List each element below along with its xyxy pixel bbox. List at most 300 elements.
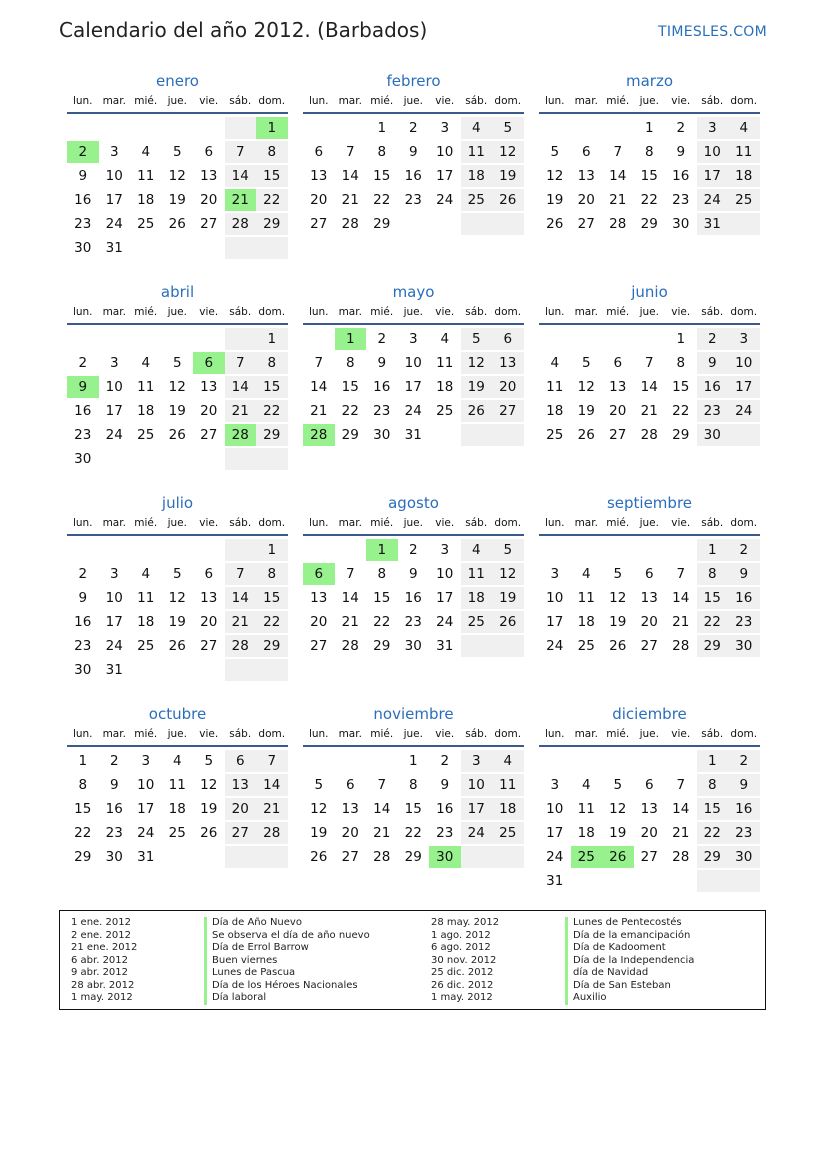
day-cell: 8 xyxy=(377,566,387,582)
month-abril xyxy=(67,283,288,471)
weekday-label: dom. xyxy=(730,95,758,107)
empty-cell xyxy=(492,213,524,235)
legend-entry: 28 abr. 2012 xyxy=(71,979,135,991)
day-cell: 27 xyxy=(200,216,218,232)
day-cell: 6 xyxy=(345,777,355,793)
weekday-label: dom. xyxy=(730,728,758,740)
day-cell: 19 xyxy=(461,376,493,398)
weekday-label: mar. xyxy=(574,306,598,318)
day-cell: 27 xyxy=(640,638,658,654)
day-cell: 4 xyxy=(550,355,560,371)
day-cell: 2 xyxy=(67,141,99,163)
day-cell: 25 xyxy=(137,216,155,232)
day-cell: 9 xyxy=(728,563,760,585)
day-cell: 14 xyxy=(341,168,359,184)
weekday-label: lun. xyxy=(544,306,565,318)
weekday-label: mar. xyxy=(574,517,598,529)
empty-cell xyxy=(162,237,194,259)
weekday-label: mar. xyxy=(574,95,598,107)
day-cell: 21 xyxy=(225,189,257,211)
day-cell: 21 xyxy=(672,825,690,841)
empty-cell xyxy=(303,750,335,772)
weekday-label: dom. xyxy=(494,95,522,107)
day-cell: 15 xyxy=(697,798,729,820)
weekday-label: vie. xyxy=(435,517,455,529)
day-cell: 3 xyxy=(697,117,729,139)
day-cell: 27 xyxy=(609,427,627,443)
empty-cell xyxy=(193,846,225,868)
weekday-label: sáb. xyxy=(701,517,724,529)
day-cell: 8 xyxy=(676,355,686,371)
day-cell: 15 xyxy=(373,168,391,184)
day-cell: 18 xyxy=(168,801,186,817)
day-cell: 10 xyxy=(461,774,493,796)
day-cell: 7 xyxy=(676,566,686,582)
day-cell: 8 xyxy=(697,563,729,585)
day-cell: 5 xyxy=(461,328,493,350)
day-cell: 5 xyxy=(204,753,214,769)
day-cell: 7 xyxy=(225,563,257,585)
day-cell: 3 xyxy=(461,750,493,772)
weekday-label: mar. xyxy=(338,728,362,740)
day-cell: 9 xyxy=(408,566,418,582)
day-cell: 27 xyxy=(225,822,257,844)
day-cell: 25 xyxy=(492,822,524,844)
day-cell: 2 xyxy=(697,328,729,350)
day-cell: 22 xyxy=(256,611,288,633)
day-cell: 19 xyxy=(492,587,524,609)
day-cell: 3 xyxy=(440,120,450,136)
legend-entry: Día de los Héroes Nacionales xyxy=(204,980,370,993)
day-cell: 13 xyxy=(310,168,328,184)
day-cell: 27 xyxy=(640,849,658,865)
day-grid xyxy=(303,538,524,658)
day-cell: 17 xyxy=(697,165,729,187)
empty-cell xyxy=(429,213,461,235)
month-name: octubre xyxy=(148,705,207,723)
day-cell: 24 xyxy=(105,638,123,654)
day-cell: 26 xyxy=(200,825,218,841)
day-cell: 23 xyxy=(373,403,391,419)
empty-cell xyxy=(571,870,603,892)
legend-entry: Lunes de Pascua xyxy=(204,967,370,980)
day-cell: 4 xyxy=(141,355,151,371)
day-cell: 8 xyxy=(256,141,288,163)
weekday-label: sáb. xyxy=(701,728,724,740)
day-cell: 19 xyxy=(546,192,564,208)
day-cell: 2 xyxy=(408,542,418,558)
empty-cell xyxy=(193,237,225,259)
day-cell: 31 xyxy=(436,638,454,654)
day-cell: 12 xyxy=(609,590,627,606)
day-cell: 25 xyxy=(546,427,564,443)
day-cell: 6 xyxy=(613,355,623,371)
day-cell: 22 xyxy=(404,825,422,841)
day-cell: 26 xyxy=(492,611,524,633)
legend-entry: Día de San Esteban xyxy=(565,980,694,993)
day-cell: 26 xyxy=(168,427,186,443)
day-cell: 29 xyxy=(404,849,422,865)
day-cell: 28 xyxy=(225,213,257,235)
day-cell: 9 xyxy=(78,168,88,184)
empty-cell xyxy=(539,539,571,561)
empty-cell xyxy=(303,539,335,561)
weekday-label: lun. xyxy=(72,306,93,318)
day-cell: 16 xyxy=(74,403,92,419)
empty-cell xyxy=(130,328,162,350)
legend-entry: 21 ene. 2012 xyxy=(71,942,138,953)
day-cell: 5 xyxy=(613,566,623,582)
day-cell: 20 xyxy=(577,192,595,208)
day-grid xyxy=(539,749,760,893)
month-octubre xyxy=(67,705,288,869)
weekday-header xyxy=(539,305,760,325)
day-cell: 3 xyxy=(550,566,560,582)
legend-entry: 1 may. 2012 xyxy=(71,992,133,1003)
day-cell: 15 xyxy=(256,376,288,398)
legend-entry: 6 ago. 2012 xyxy=(431,942,491,953)
day-cell: 19 xyxy=(168,403,186,419)
empty-cell xyxy=(665,870,697,892)
weekday-label: sáb. xyxy=(229,517,252,529)
empty-cell xyxy=(225,539,257,561)
day-cell: 29 xyxy=(256,635,288,657)
day-cell: 7 xyxy=(256,750,288,772)
legend-entry: 26 dic. 2012 xyxy=(431,979,494,991)
month-name: febrero xyxy=(386,72,441,90)
day-cell: 11 xyxy=(461,563,493,585)
day-cell: 20 xyxy=(640,825,658,841)
day-cell: 29 xyxy=(697,846,729,868)
empty-cell xyxy=(225,846,257,868)
day-cell: 22 xyxy=(256,189,288,211)
day-cell: 22 xyxy=(640,192,658,208)
legend-entry: Día de la Independencia xyxy=(565,955,694,968)
empty-cell xyxy=(130,539,162,561)
empty-cell xyxy=(571,539,603,561)
weekday-label: mié. xyxy=(370,728,394,740)
day-cell: 28 xyxy=(672,849,690,865)
day-cell: 23 xyxy=(728,822,760,844)
day-cell: 29 xyxy=(640,216,658,232)
day-cell: 15 xyxy=(404,801,422,817)
day-cell: 30 xyxy=(74,240,92,256)
day-cell: 10 xyxy=(546,590,564,606)
weekday-label: dom. xyxy=(494,306,522,318)
day-cell: 20 xyxy=(609,403,627,419)
weekday-label: dom. xyxy=(258,517,286,529)
legend-right-names xyxy=(565,917,694,1005)
day-cell: 23 xyxy=(728,611,760,633)
day-cell: 22 xyxy=(341,403,359,419)
weekday-label: dom. xyxy=(730,517,758,529)
day-cell: 30 xyxy=(74,662,92,678)
day-cell: 5 xyxy=(613,777,623,793)
day-cell: 8 xyxy=(644,144,654,160)
empty-cell xyxy=(539,328,571,350)
day-cell: 1 xyxy=(676,331,686,347)
day-cell: 16 xyxy=(697,376,729,398)
day-cell: 28 xyxy=(609,216,627,232)
weekday-label: lun. xyxy=(308,517,329,529)
legend-entry: 1 ago. 2012 xyxy=(431,929,491,941)
day-cell: 21 xyxy=(672,614,690,630)
day-cell: 24 xyxy=(105,427,123,443)
empty-cell xyxy=(256,846,288,868)
day-cell: 7 xyxy=(377,777,387,793)
weekday-label: jue. xyxy=(403,306,423,318)
day-cell: 9 xyxy=(728,774,760,796)
day-cell: 9 xyxy=(109,777,119,793)
day-cell: 19 xyxy=(168,192,186,208)
empty-cell xyxy=(99,539,131,561)
weekday-label: dom. xyxy=(258,728,286,740)
day-cell: 10 xyxy=(105,168,123,184)
day-cell: 19 xyxy=(168,614,186,630)
day-cell: 15 xyxy=(373,590,391,606)
day-cell: 10 xyxy=(137,777,155,793)
day-cell: 25 xyxy=(137,427,155,443)
empty-cell xyxy=(602,328,634,350)
day-cell: 3 xyxy=(141,753,151,769)
weekday-label: sáb. xyxy=(229,728,252,740)
day-cell: 27 xyxy=(200,427,218,443)
day-grid xyxy=(539,327,760,447)
day-cell: 8 xyxy=(697,774,729,796)
day-cell: 8 xyxy=(345,355,355,371)
empty-cell xyxy=(130,237,162,259)
legend-entry: Día laboral xyxy=(204,992,370,1005)
day-cell: 25 xyxy=(571,846,603,868)
empty-cell xyxy=(130,448,162,470)
day-cell: 14 xyxy=(225,165,257,187)
empty-cell xyxy=(492,635,524,657)
empty-cell xyxy=(665,750,697,772)
month-noviembre xyxy=(303,705,524,869)
month-name: agosto xyxy=(388,494,439,512)
day-cell: 5 xyxy=(172,566,182,582)
day-cell: 6 xyxy=(225,750,257,772)
day-cell: 27 xyxy=(310,216,328,232)
month-julio xyxy=(67,494,288,682)
month-junio xyxy=(539,283,760,447)
day-cell: 2 xyxy=(676,120,686,136)
day-cell: 29 xyxy=(697,635,729,657)
weekday-label: lun. xyxy=(308,728,329,740)
empty-cell xyxy=(634,750,666,772)
weekday-label: mié. xyxy=(134,728,158,740)
day-cell: 21 xyxy=(640,403,658,419)
day-cell: 22 xyxy=(672,403,690,419)
empty-cell xyxy=(225,117,257,139)
day-cell: 5 xyxy=(492,117,524,139)
month-marzo xyxy=(539,72,760,236)
day-cell: 17 xyxy=(436,590,454,606)
day-cell: 18 xyxy=(137,403,155,419)
day-cell: 13 xyxy=(200,590,218,606)
day-cell: 24 xyxy=(436,192,454,208)
legend-entry: Auxilio xyxy=(565,992,694,1005)
day-cell: 21 xyxy=(341,614,359,630)
day-cell: 24 xyxy=(546,638,564,654)
day-cell: 10 xyxy=(436,566,454,582)
day-cell: 2 xyxy=(728,750,760,772)
day-cell: 25 xyxy=(461,611,493,633)
day-cell: 18 xyxy=(546,403,564,419)
day-cell: 9 xyxy=(67,376,99,398)
day-cell: 6 xyxy=(303,563,335,585)
day-cell: 30 xyxy=(429,846,461,868)
day-cell: 19 xyxy=(200,801,218,817)
page-title: Calendario del año 2012. (Barbados) xyxy=(59,18,428,42)
day-cell: 5 xyxy=(550,144,560,160)
day-cell: 1 xyxy=(697,750,729,772)
day-cell: 7 xyxy=(345,144,355,160)
day-cell: 13 xyxy=(640,801,658,817)
day-cell: 19 xyxy=(492,165,524,187)
day-cell: 11 xyxy=(577,590,595,606)
empty-cell xyxy=(335,750,367,772)
empty-cell xyxy=(571,117,603,139)
day-cell: 22 xyxy=(697,822,729,844)
day-cell: 16 xyxy=(728,587,760,609)
legend-entry: Buen viernes xyxy=(204,955,370,968)
legend-entry: 9 abr. 2012 xyxy=(71,967,129,978)
day-cell: 4 xyxy=(141,566,151,582)
month-agosto xyxy=(303,494,524,658)
empty-cell xyxy=(256,237,288,259)
empty-cell xyxy=(634,328,666,350)
day-cell: 17 xyxy=(461,798,493,820)
empty-cell xyxy=(492,424,524,446)
day-cell: 28 xyxy=(373,849,391,865)
day-cell: 14 xyxy=(609,168,627,184)
legend-entry: 6 abr. 2012 xyxy=(71,954,129,966)
weekday-label: lun. xyxy=(308,95,329,107)
day-cell: 20 xyxy=(341,825,359,841)
empty-cell xyxy=(193,659,225,681)
day-cell: 15 xyxy=(672,379,690,395)
day-cell: 20 xyxy=(640,614,658,630)
day-cell: 5 xyxy=(581,355,591,371)
empty-cell xyxy=(130,117,162,139)
day-cell: 29 xyxy=(373,638,391,654)
day-cell: 26 xyxy=(168,216,186,232)
weekday-label: lun. xyxy=(544,95,565,107)
day-cell: 31 xyxy=(137,849,155,865)
day-cell: 30 xyxy=(105,849,123,865)
weekday-label: vie. xyxy=(199,95,219,107)
weekday-label: mar. xyxy=(338,517,362,529)
day-cell: 5 xyxy=(172,144,182,160)
empty-cell xyxy=(225,448,257,470)
empty-cell xyxy=(162,539,194,561)
weekday-header xyxy=(539,727,760,747)
empty-cell xyxy=(99,328,131,350)
empty-cell xyxy=(461,635,493,657)
day-cell: 17 xyxy=(105,192,123,208)
day-cell: 7 xyxy=(314,355,324,371)
day-cell: 20 xyxy=(310,614,328,630)
day-cell: 31 xyxy=(546,873,564,889)
day-cell: 10 xyxy=(105,379,123,395)
day-cell: 26 xyxy=(310,849,328,865)
weekday-label: lun. xyxy=(72,728,93,740)
day-cell: 20 xyxy=(200,403,218,419)
empty-cell xyxy=(99,448,131,470)
day-cell: 24 xyxy=(105,216,123,232)
day-cell: 27 xyxy=(492,400,524,422)
empty-cell xyxy=(429,424,461,446)
day-cell: 19 xyxy=(609,614,627,630)
day-cell: 12 xyxy=(200,777,218,793)
day-cell: 26 xyxy=(609,638,627,654)
empty-cell xyxy=(256,448,288,470)
day-cell: 23 xyxy=(697,400,729,422)
weekday-label: sáb. xyxy=(229,95,252,107)
empty-cell xyxy=(225,659,257,681)
legend-entry: 28 may. 2012 xyxy=(431,917,500,928)
day-cell: 1 xyxy=(408,753,418,769)
day-cell: 3 xyxy=(109,144,119,160)
day-cell: 2 xyxy=(377,331,387,347)
weekday-label: vie. xyxy=(199,517,219,529)
day-cell: 1 xyxy=(366,539,398,561)
legend-entry: 30 nov. 2012 xyxy=(431,954,497,966)
day-cell: 23 xyxy=(105,825,123,841)
day-grid xyxy=(303,327,524,447)
legend-entry: Día de Errol Barrow xyxy=(204,942,370,955)
day-cell: 2 xyxy=(408,120,418,136)
day-cell: 25 xyxy=(168,825,186,841)
day-cell: 29 xyxy=(373,216,391,232)
weekday-label: vie. xyxy=(671,95,691,107)
brand-link[interactable]: TIMESLES.COM xyxy=(658,24,767,40)
day-cell: 2 xyxy=(728,539,760,561)
day-cell: 1 xyxy=(256,328,288,350)
day-cell: 4 xyxy=(172,753,182,769)
weekday-header xyxy=(539,516,760,536)
day-cell: 16 xyxy=(74,192,92,208)
day-cell: 29 xyxy=(74,849,92,865)
month-mayo xyxy=(303,283,524,447)
day-cell: 10 xyxy=(546,801,564,817)
day-cell: 29 xyxy=(341,427,359,443)
day-cell: 14 xyxy=(225,376,257,398)
day-cell: 4 xyxy=(440,331,450,347)
day-cell: 16 xyxy=(373,379,391,395)
day-cell: 9 xyxy=(676,144,686,160)
day-cell: 13 xyxy=(492,352,524,374)
day-cell: 26 xyxy=(461,400,493,422)
day-cell: 17 xyxy=(436,168,454,184)
day-cell: 5 xyxy=(172,355,182,371)
day-grid xyxy=(67,749,288,869)
day-cell: 18 xyxy=(461,165,493,187)
weekday-label: jue. xyxy=(167,517,187,529)
day-cell: 28 xyxy=(672,638,690,654)
month-diciembre xyxy=(539,705,760,893)
legend-entry: 1 may. 2012 xyxy=(431,992,493,1003)
empty-cell xyxy=(697,870,729,892)
day-grid xyxy=(303,749,524,869)
weekday-label: mié. xyxy=(370,306,394,318)
day-cell: 9 xyxy=(697,352,729,374)
day-cell: 31 xyxy=(105,240,123,256)
empty-cell xyxy=(492,846,524,868)
empty-cell xyxy=(665,539,697,561)
day-cell: 15 xyxy=(640,168,658,184)
